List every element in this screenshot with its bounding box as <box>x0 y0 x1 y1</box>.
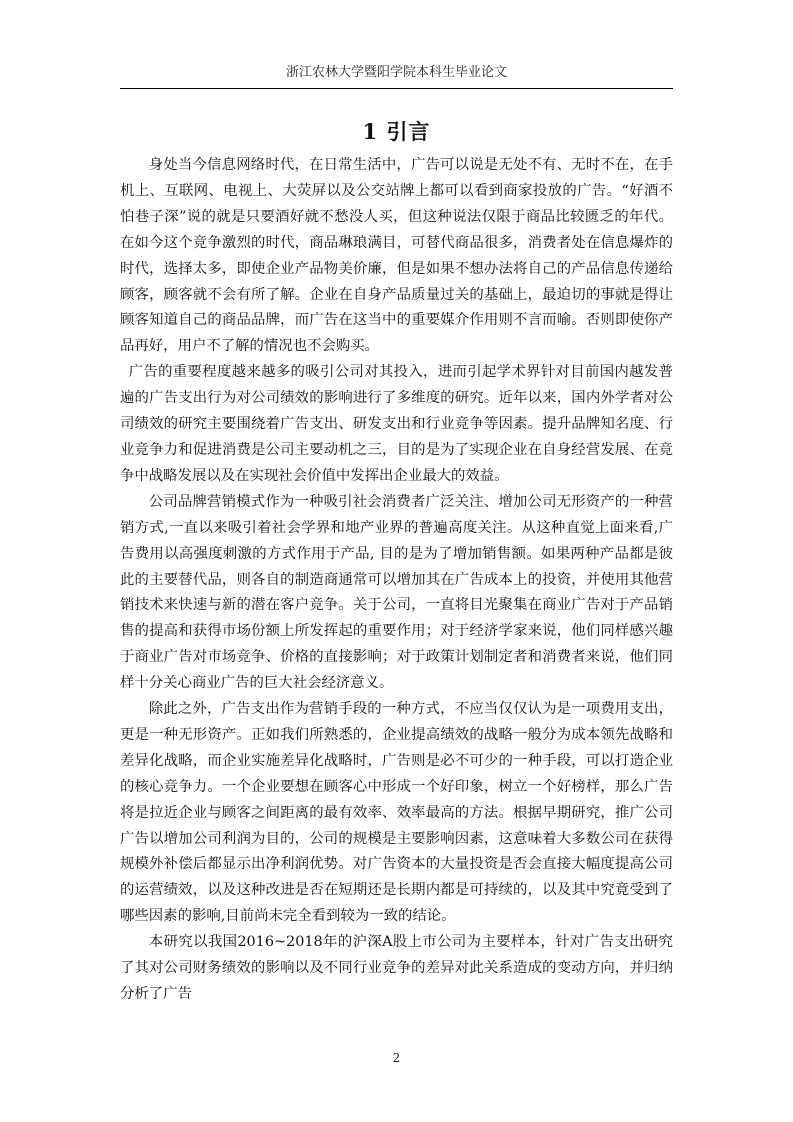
paragraph-3: 公司品牌营销模式作为一种吸引社会消费者广泛关注、增加公司无形资产的一种营销方式,一直以来吸引着社会学界和地产业界的普遍高度关注。从这种直觉上面来看,广告费用以高强度刺激的方式作用于产品, 目的是为了增加销售额。如果两种产品都是彼此的主要替代品，则各自的制造商通常可以增加其在广告成本上的投资，并使用其他营销技术来快速与新的潜在客户竞争。关于公司，一直将目光聚集在商业广告对于产品销售的提高和获得市场份额上所发挥起的重要作用；对于经济学家来说，他们同样感兴趣于商业广告对市场竞争、价格的直接影响；对于政策计划制定者和消费者来说，他们同样十分关心商业广告的巨大社会经济意义。 <box>120 493 673 692</box>
paragraph-4: 除此之外，广告支出作为营销手段的一种方式，不应当仅仅认为是一项费用支出，更是一种无形资产。正如我们所熟悉的，企业提高绩效的战略一般分为成本领先战略和差异化战略，而企业实施差异化战略时，广告则是必不可少的一种手段，可以打造企业的核心竞争力。一个企业要想在顾客心中形成一个好印象，树立一个好榜样，那么广告将是拉近企业与顾客之间距离的最有效率、效率最高的方法。根据早期研究，推广公司广告以增加公司利润为目的，公司的规模是主要影响因素，这意味着大多数公司在获得规模外补偿后都显示出净利润优势。对广告资本的大量投资是否会直接大幅度提高公司的运营绩效，以及这种改进是否在短期还是长期内都是可持续的，以及其中究竟受到了哪些因素的影响,目前尚未完全看到较为一致的结论。 <box>120 701 673 925</box>
paragraph-2: 广告的重要程度越来越多的吸引公司对其投入，进而引起学术界针对目前国内越发普遍的广告支出行为对公司绩效的影响进行了多维度的研究。近年以来，国内外学者对公司绩效的研究主要围绕着广告支出、研发支出和行业竞争等因素。提升品牌知名度、行业竞争力和促进消费是公司主要动机之三，目的是为了实现企业在自身经营发展、在竞争中战略发展以及在实现社会价值中发挥出企业最大的效益。 <box>120 364 673 484</box>
page-number: 2 <box>392 1051 401 1065</box>
body-text <box>120 153 673 1008</box>
header-divider <box>120 88 673 89</box>
running-header: 浙江农林大学暨阳学院本科生毕业论文 <box>285 65 507 80</box>
chapter-title: 1 引言 <box>362 119 431 144</box>
paragraph-1: 身处当今信息网络时代，在日常生活中，广告可以说是无处不有、无时不在，在手机上、互联网、电视上、大荧屏以及公交站牌上都可以看到商家投放的广告。“好酒不怕巷子深”说的就是只要酒好就不愁没人买，但这种说法仅限于商品比较匮乏的年代。在如今这个竞争激烈的时代，商品琳琅满目，可替代商品很多，消费者处在信息爆炸的时代，选择太多，即使企业产品物美价廉，但是如果不想办法将自己的产品信息传递给顾客，顾客就不会有所了解。企业在自身产品质量过关的基础上，最迫切的事就是得让顾客知道自己的商品品牌，而广告在这当中的重要媒介作用则不言而喻。否则即使你产品再好，用户不了解的情况也不会购买。 <box>120 157 673 355</box>
paragraph-5: 本研究以我国2016~2018年的沪深A股上市公司为主要样本，针对广告支出研究了其对公司财务绩效的影响以及不同行业竞争的差异对此关系造成的变动方向，并归纳分析了广告 <box>120 934 673 1002</box>
